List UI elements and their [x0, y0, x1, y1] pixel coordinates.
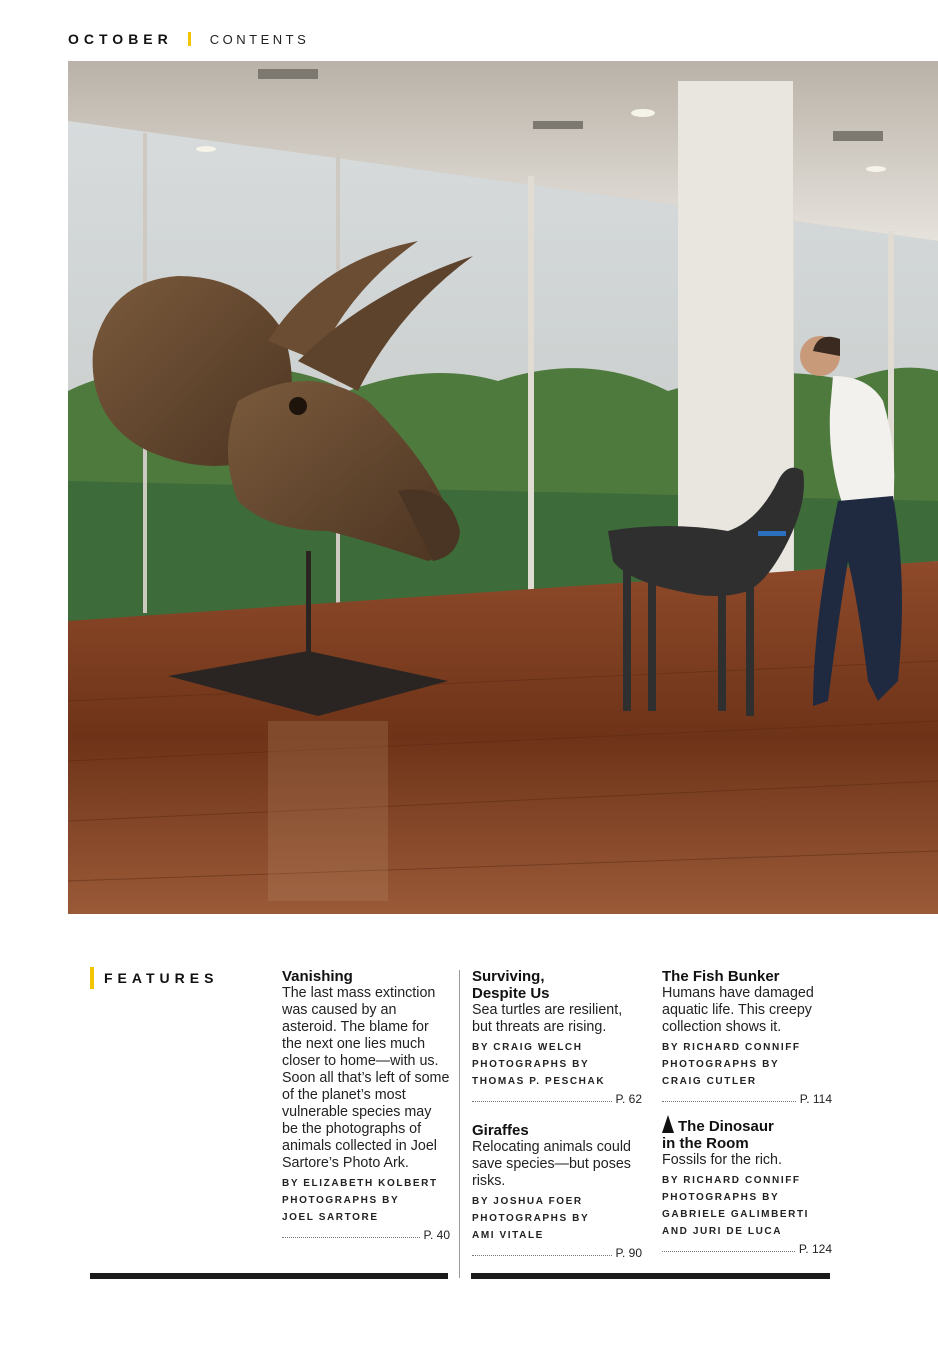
- credit-line: PHOTOGRAPHS BY: [282, 1195, 400, 1206]
- leader-dots: [472, 1254, 612, 1256]
- article-credits: [472, 1193, 642, 1244]
- leader-dots: [662, 1250, 795, 1252]
- credit-line: PHOTOGRAPHS BY: [472, 1213, 590, 1224]
- credit-line: BY JOSHUA FOER: [472, 1196, 583, 1207]
- features-label: [90, 967, 218, 989]
- article-credits: [662, 1172, 832, 1240]
- triangle-icon: [662, 1115, 674, 1133]
- article-the-fish-bunker[interactable]: [662, 968, 832, 1106]
- page-number: P. 114: [799, 1092, 832, 1106]
- credit-line: CRAIG CUTLER: [662, 1076, 757, 1087]
- credit-line: GABRIELE GALIMBERTI: [662, 1209, 810, 1220]
- article-vanishing[interactable]: [282, 968, 450, 1242]
- leader-dots: [662, 1100, 796, 1102]
- article-giraffes[interactable]: [472, 1122, 642, 1260]
- article-title[interactable]: The Fish Bunker: [662, 968, 780, 985]
- page-reference[interactable]: [472, 1090, 642, 1106]
- month-label: OCTOBER: [68, 31, 173, 47]
- page-reference[interactable]: [282, 1226, 450, 1242]
- article-credits: [472, 1039, 642, 1090]
- article-description: Humans have damaged aquatic life. This creepy collection shows it.: [662, 985, 814, 1035]
- hero-photo: [68, 61, 938, 914]
- credit-line: BY CRAIG WELCH: [472, 1042, 583, 1053]
- article-description: Sea turtles are resilient, but threats are rising.: [472, 1002, 623, 1035]
- column-divider: [459, 970, 460, 1278]
- bottom-rule-left: [90, 1273, 448, 1279]
- page-number: P. 40: [423, 1228, 450, 1242]
- page-header: [68, 29, 309, 49]
- page-number: P. 62: [615, 1092, 642, 1106]
- credit-line: AMI VITALE: [472, 1230, 544, 1241]
- credit-line: PHOTOGRAPHS BY: [662, 1059, 780, 1070]
- section-label: CONTENTS: [209, 31, 310, 47]
- credit-line: BY RICHARD CONNIFF: [662, 1175, 801, 1186]
- article-title[interactable]: Vanishing: [282, 968, 353, 985]
- article-surviving-despite-us[interactable]: [472, 968, 642, 1106]
- leader-dots: [472, 1100, 612, 1102]
- article-description: Relocating animals could save species—but poses risks.: [472, 1139, 631, 1189]
- article-title[interactable]: Surviving, Despite Us: [472, 968, 550, 1002]
- article-credits: [662, 1039, 832, 1090]
- article-title[interactable]: The Dinosaur in the Room: [662, 1115, 832, 1152]
- article-the-dinosaur-in-the-room[interactable]: [662, 1115, 832, 1256]
- credit-line: JOEL SARTORE: [282, 1212, 379, 1223]
- page-number: P. 90: [615, 1246, 642, 1260]
- article-description: The last mass extinction was caused by an asteroid. The blame for the next one lies much closer to home—with us. Soon all that’s left of some of the planet’s most vulnerable species may be the photographs of animals collected in Joel Sartore’s Photo Ark.: [282, 985, 450, 1171]
- leader-dots: [282, 1236, 420, 1238]
- triceratops-skull-photo: [68, 61, 938, 914]
- bottom-rule-right: [471, 1273, 830, 1279]
- credit-line: AND JURI DE LUCA: [662, 1226, 783, 1237]
- page-reference[interactable]: [472, 1244, 642, 1260]
- page-reference[interactable]: [662, 1090, 832, 1106]
- article-title[interactable]: Giraffes: [472, 1122, 529, 1139]
- credit-line: PHOTOGRAPHS BY: [472, 1059, 590, 1070]
- credit-line: BY ELIZABETH KOLBERT: [282, 1178, 438, 1189]
- article-description: Fossils for the rich.: [662, 1152, 782, 1168]
- header-accent-bar: [188, 32, 191, 46]
- credit-line: PHOTOGRAPHS BY: [662, 1192, 780, 1203]
- article-credits: [282, 1175, 450, 1226]
- features-accent-bar: [90, 967, 94, 989]
- credit-line: THOMAS P. PESCHAK: [472, 1076, 606, 1087]
- page-reference[interactable]: [662, 1240, 832, 1256]
- credit-line: BY RICHARD CONNIFF: [662, 1042, 801, 1053]
- features-heading: FEATURES: [104, 970, 219, 986]
- page-number: P. 124: [798, 1242, 832, 1256]
